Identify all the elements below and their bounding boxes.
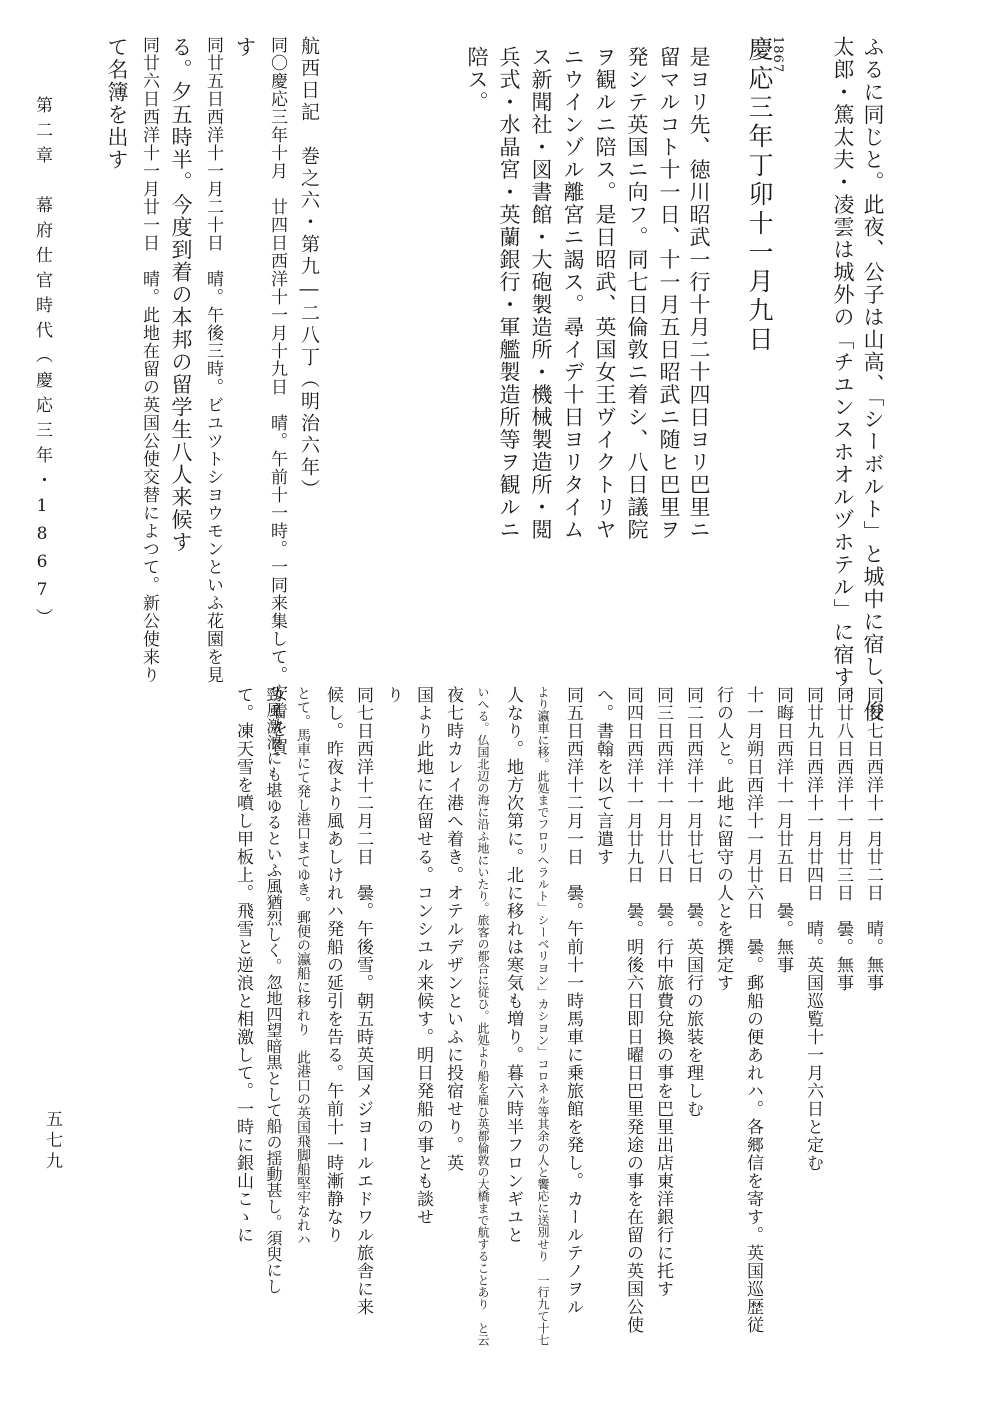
text-line: て名簿を出す bbox=[105, 36, 129, 171]
year-note: 1867 bbox=[770, 36, 785, 74]
text-line: 同廿五日西洋十一月二十日 晴。午後三時。ビユツトシヨウモンといふ花園を見 bbox=[203, 36, 223, 684]
text-line: 同〇慶応三年十月 廿四日西洋十一月十九日 晴。午前十一時。一同来集して。安着を賀 bbox=[267, 36, 287, 756]
text-line: いへる。仏国北辺の海に沿ふ地にいたり。旅客の都合に従ひ。此処より船を雇ひ英都倫敦の大橋まで航することあり と云 bbox=[476, 686, 490, 1346]
text-line: 国より此地に在留せる。コンシユル来候す。明日発船の事とも談せ bbox=[413, 686, 433, 1226]
text-line: 十一月朔日西洋十一月廿六日 曇。郵船の便あれハ。各郷信を寄す。英国巡歴従 bbox=[743, 686, 763, 1334]
upper-text-block bbox=[0, 36, 1004, 756]
text-line: 同廿六日西洋十一月廿一日 晴。此地在留の英国公使交替によつて。新公使来り bbox=[139, 36, 159, 684]
text-line: 同二日西洋十一月廿七日 曇。英国行の旅装を理しむ bbox=[683, 686, 703, 1118]
text-line: る。夕五時半。今度到着の本邦の留学生八人来候す bbox=[169, 36, 193, 554]
text-line: 行の人と。此地に留守の人とを撰定す bbox=[713, 686, 733, 992]
text-line: 同四日西洋十一月廿九日 曇。明後六日即日曜日巴里発途の事を在留の英国公使 bbox=[623, 686, 643, 1334]
text-line: ス新聞社・図書館・大砲製造所・機械製造所・閲 bbox=[529, 46, 553, 541]
running-header: 第二章 幕府仕官時代（慶応三年・1867） bbox=[32, 96, 52, 633]
text-line: とて。馬車にて発し港口まてゆき。郵便の瀛船に移れり 此港口の英国飛脚船堅牢なれハ bbox=[295, 686, 311, 1246]
date-heading: 慶応三年丁卯十一月九日 bbox=[745, 36, 774, 355]
text-line: て。凍天雪を噴し甲板上。飛雪と逆浪と相激して。一時に銀山こゝに bbox=[233, 686, 253, 1244]
text-line: ヲ観ルニ陪ス。是日昭武、英国女王ヴイクトリヤ bbox=[593, 46, 617, 541]
text-line: 兵式・水晶宮・英蘭銀行・軍艦製造所等ヲ観ルニ bbox=[497, 46, 521, 541]
lower-text-block bbox=[0, 686, 1004, 1346]
text-line: 人なり。地方次第に。北に移れは寒気も増り。暮六時半フロンギユと bbox=[503, 686, 523, 1244]
text-line: ニウインゾル離宮ニ謁ス。尋イデ十日ヨリタイム bbox=[561, 46, 585, 541]
text-line: へ。書翰を以て言遣す bbox=[593, 686, 613, 866]
text-line: 発シテ英国ニ向フ。同七日倫敦ニ着シ、八日議院 bbox=[625, 46, 649, 541]
text-line: 留マルコト十一日、十一月五日昭武ニ随ヒ巴里ヲ bbox=[657, 46, 681, 541]
text-line: 陪ス。 bbox=[465, 46, 489, 114]
page-number: 五七九 bbox=[42, 1110, 62, 1173]
text-line: 同廿九日西洋十一月廿四日 晴。英国巡覧十一月六日と定む bbox=[803, 686, 823, 1172]
text-line: す bbox=[233, 36, 257, 59]
text-line: 勁風激浪にも堪ゆるといふ風猶烈しく。忽地四望暗黒として船の揺動甚し。須臾にし bbox=[264, 686, 283, 1294]
text-line: 太郎・篤太夫・凌雲は城外の「チユンスホオルヅホテル」に宿す。 bbox=[831, 36, 855, 711]
source-title: 航西日記 巻之六・第九―二八丁（明治六年） bbox=[298, 36, 320, 501]
text-line: 同廿七日西洋十一月廿二日 晴。無事 bbox=[863, 686, 883, 992]
text-line: 同七日西洋十二月二日 曇。午後雪。朝五時英国メジヨールエドワル旅舎に来 bbox=[353, 686, 373, 1316]
text-line: 同五日西洋十二月一日 曇。午前十一時馬車に乗旅館を発し。カールテノヲル bbox=[563, 686, 583, 1316]
text-line: 是ヨリ先、徳川昭武一行十月二十四日ヨリ巴里ニ bbox=[687, 46, 711, 541]
text-line: 同三日西洋十一月廿八日 曇。行中旅費兌換の事を巴里出店東洋銀行に托す bbox=[653, 686, 673, 1298]
text-line: より瀛車に移。此処までフロリヘラルト」シーベリヨン」カシヨン」コロネル等其余の人と饗応に送別せり 一行九て十七 bbox=[536, 686, 550, 1346]
text-line: り bbox=[383, 686, 403, 704]
text-line: 夜七時カレイ港へ着き。オテルデザンといふに投宿せり。英 bbox=[443, 686, 463, 1172]
text-line: ふるに同じと。此夜、公子は山高、「シーボルト」と城中に宿し、俊 bbox=[861, 36, 885, 723]
text-line: 同廿八日西洋十一月廿三日 曇。無事 bbox=[833, 686, 853, 992]
text-line: 候し。昨夜より風あしけれハ発船の延引を告る。午前十一時漸静なり bbox=[323, 686, 343, 1244]
text-line: 同晦日西洋十一月廿五日 曇。無事 bbox=[773, 686, 793, 974]
